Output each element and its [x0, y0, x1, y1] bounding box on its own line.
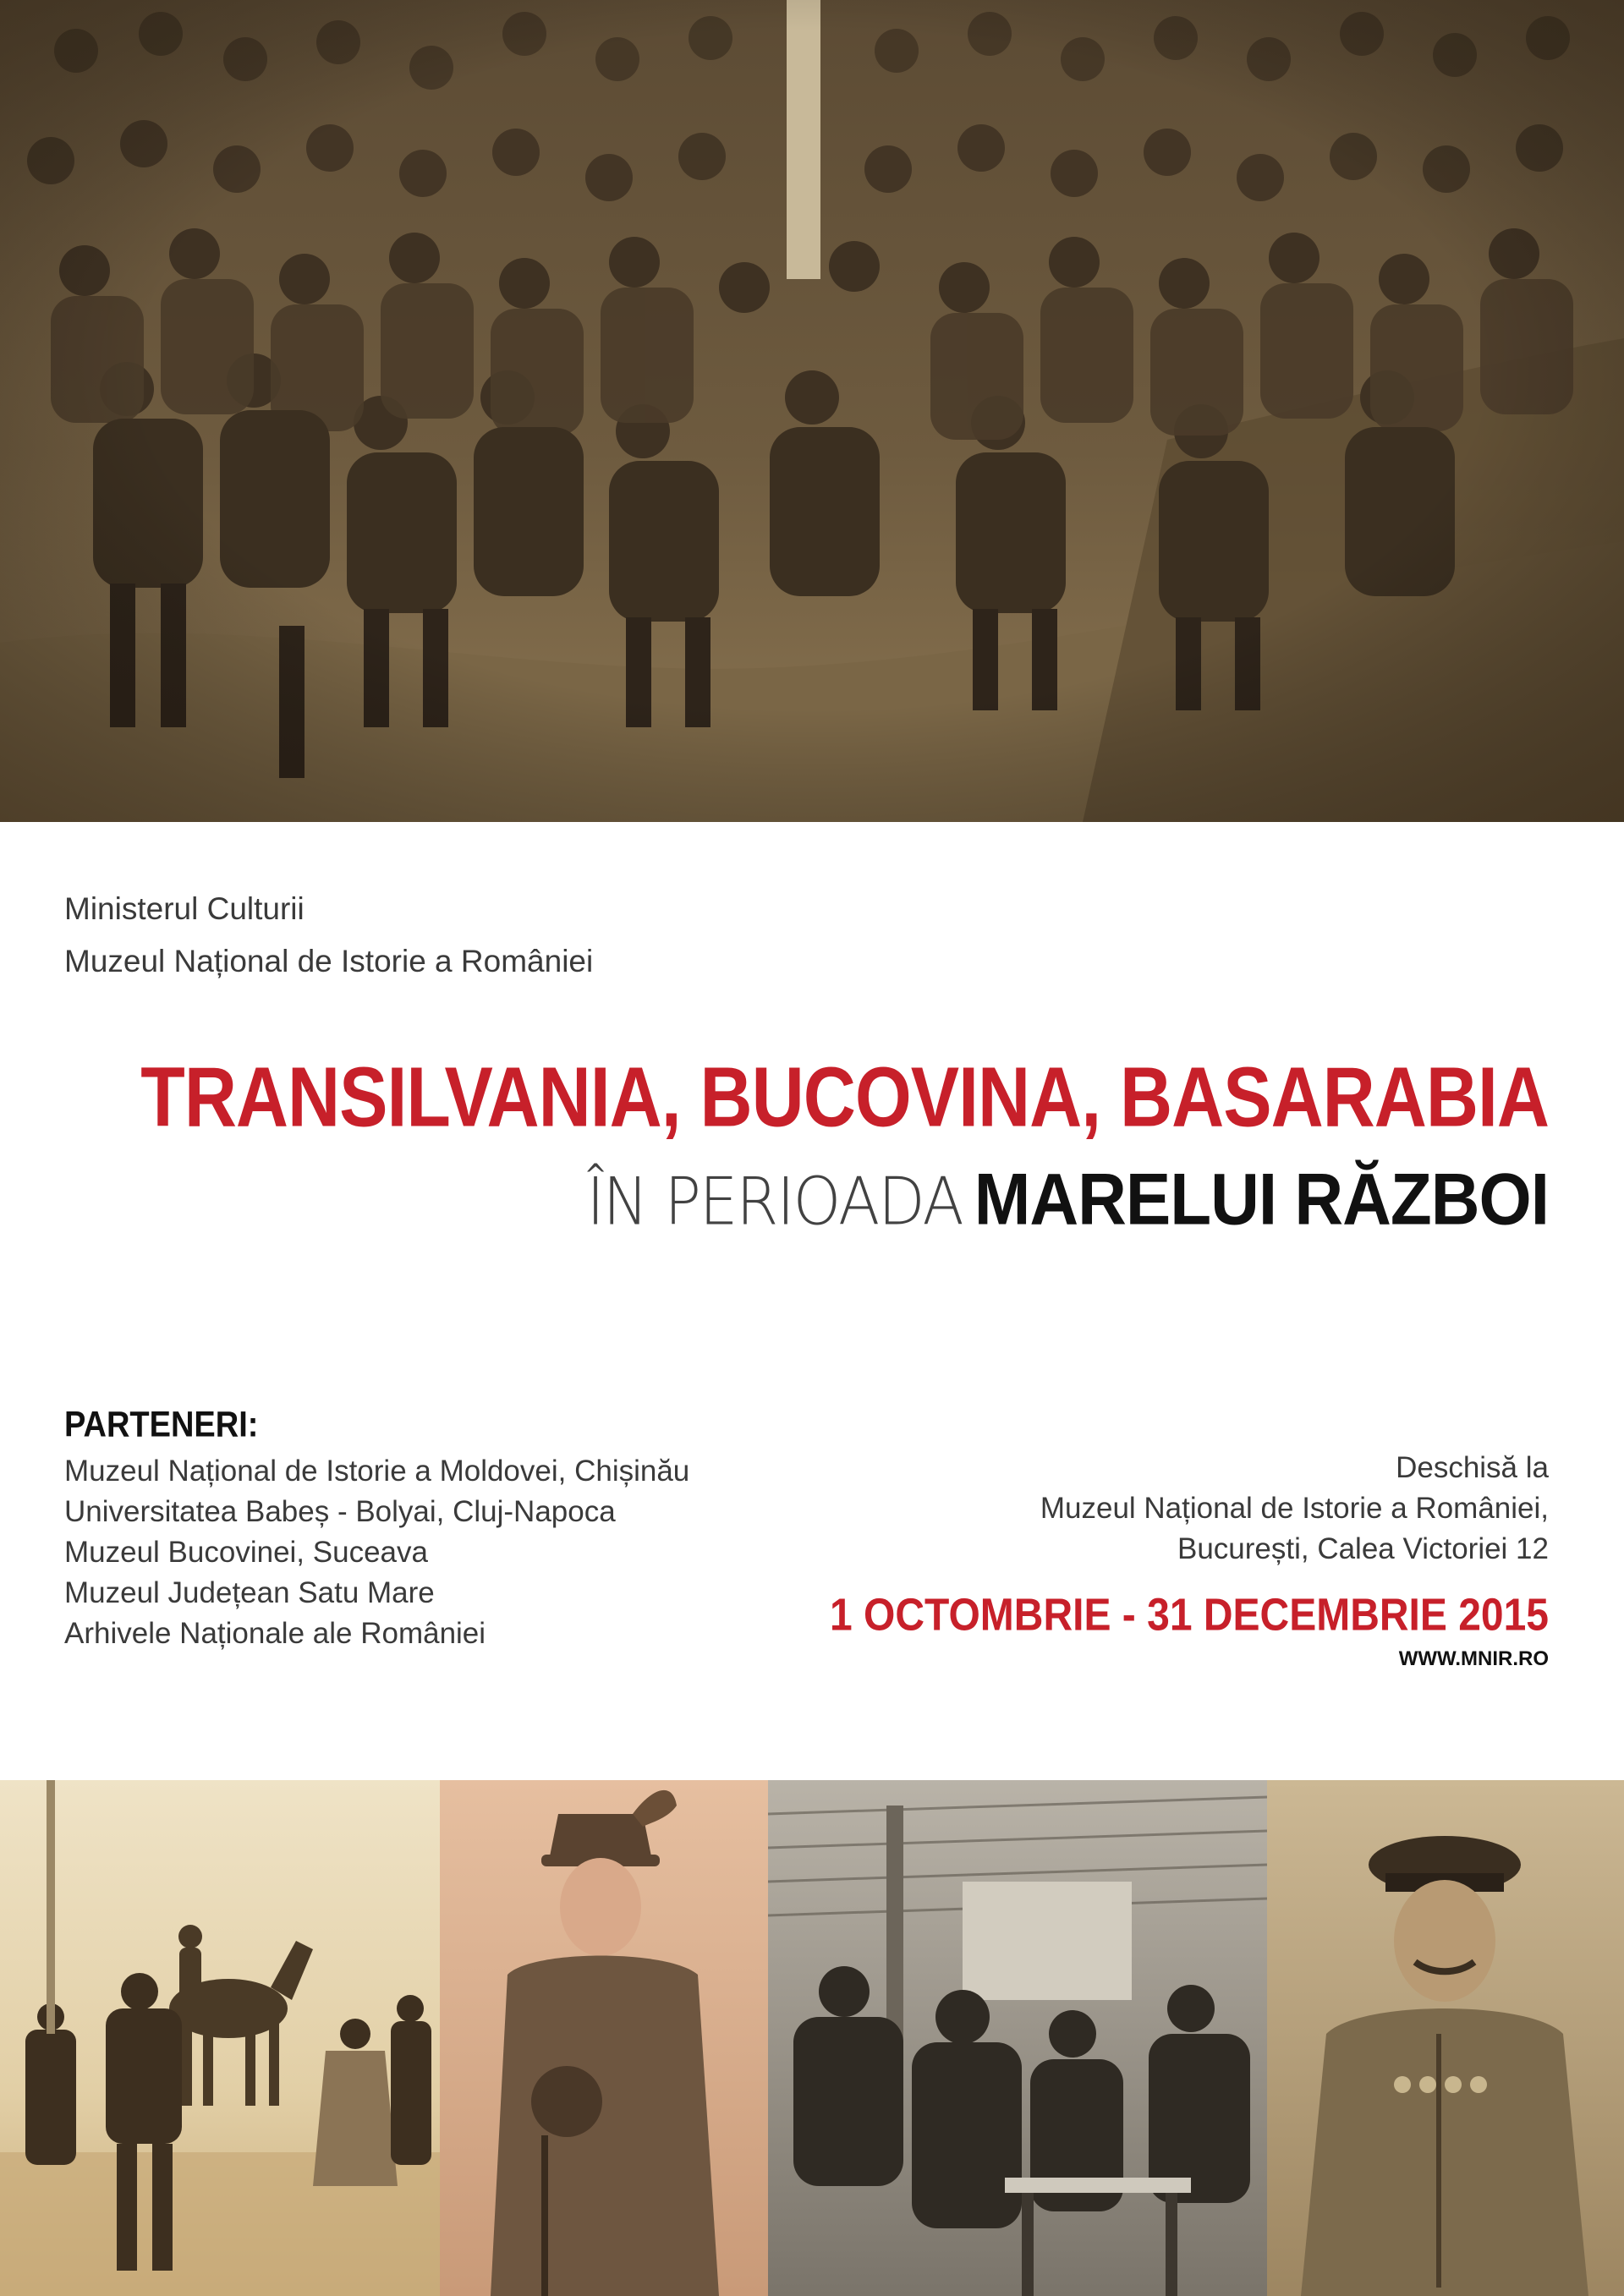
photo-soldiers-barracks — [768, 1780, 1267, 2296]
partners-list — [64, 1451, 689, 1654]
photo-officer-cap-portrait — [1267, 1780, 1624, 2296]
venue-museum: Muzeul Național de Istorie a României, — [1040, 1492, 1549, 1525]
partners-heading: PARTENERI: — [64, 1405, 259, 1445]
photo-officers-with-horse — [0, 1780, 440, 2296]
organizer-ministry: Ministerul Culturii — [64, 891, 304, 926]
exhibition-dates: 1 OCTOMBRIE - 31 DECEMBRIE 2015 — [829, 1590, 1549, 1641]
partner-item: Muzeul Bucovinei, Suceava — [64, 1536, 428, 1569]
photo-strip — [0, 1780, 1624, 2296]
partner-item: Arhivele Naționale ale României — [64, 1617, 486, 1650]
photo-officer-portrait — [440, 1780, 768, 2296]
venue-address: București, Calea Victoriei 12 — [1177, 1532, 1549, 1565]
venue-info — [1040, 1448, 1549, 1570]
venue-open-at: Deschisă la — [1396, 1451, 1549, 1484]
hero-photo-illustration — [0, 0, 1624, 822]
partner-item: Muzeul Național de Istorie a Moldovei, Chișinău — [64, 1455, 690, 1488]
subtitle-light-part: ÎN PERIOADA — [586, 1163, 963, 1240]
partner-item: Universitatea Babeș - Bolyai, Cluj-Napoca — [64, 1495, 616, 1528]
website-link[interactable]: WWW.MNIR.RO — [1398, 1647, 1549, 1670]
subtitle-bold-part: MARELUI RĂZBOI — [974, 1158, 1549, 1240]
hero-photo-soldiers — [0, 0, 1624, 822]
exhibition-title: TRANSILVANIA, BUCOVINA, BASARABIA — [140, 1050, 1549, 1145]
exhibition-subtitle — [586, 1158, 1549, 1240]
organizer-museum: Muzeul Național de Istorie a României — [64, 944, 594, 978]
partner-item: Muzeul Județean Satu Mare — [64, 1576, 435, 1609]
